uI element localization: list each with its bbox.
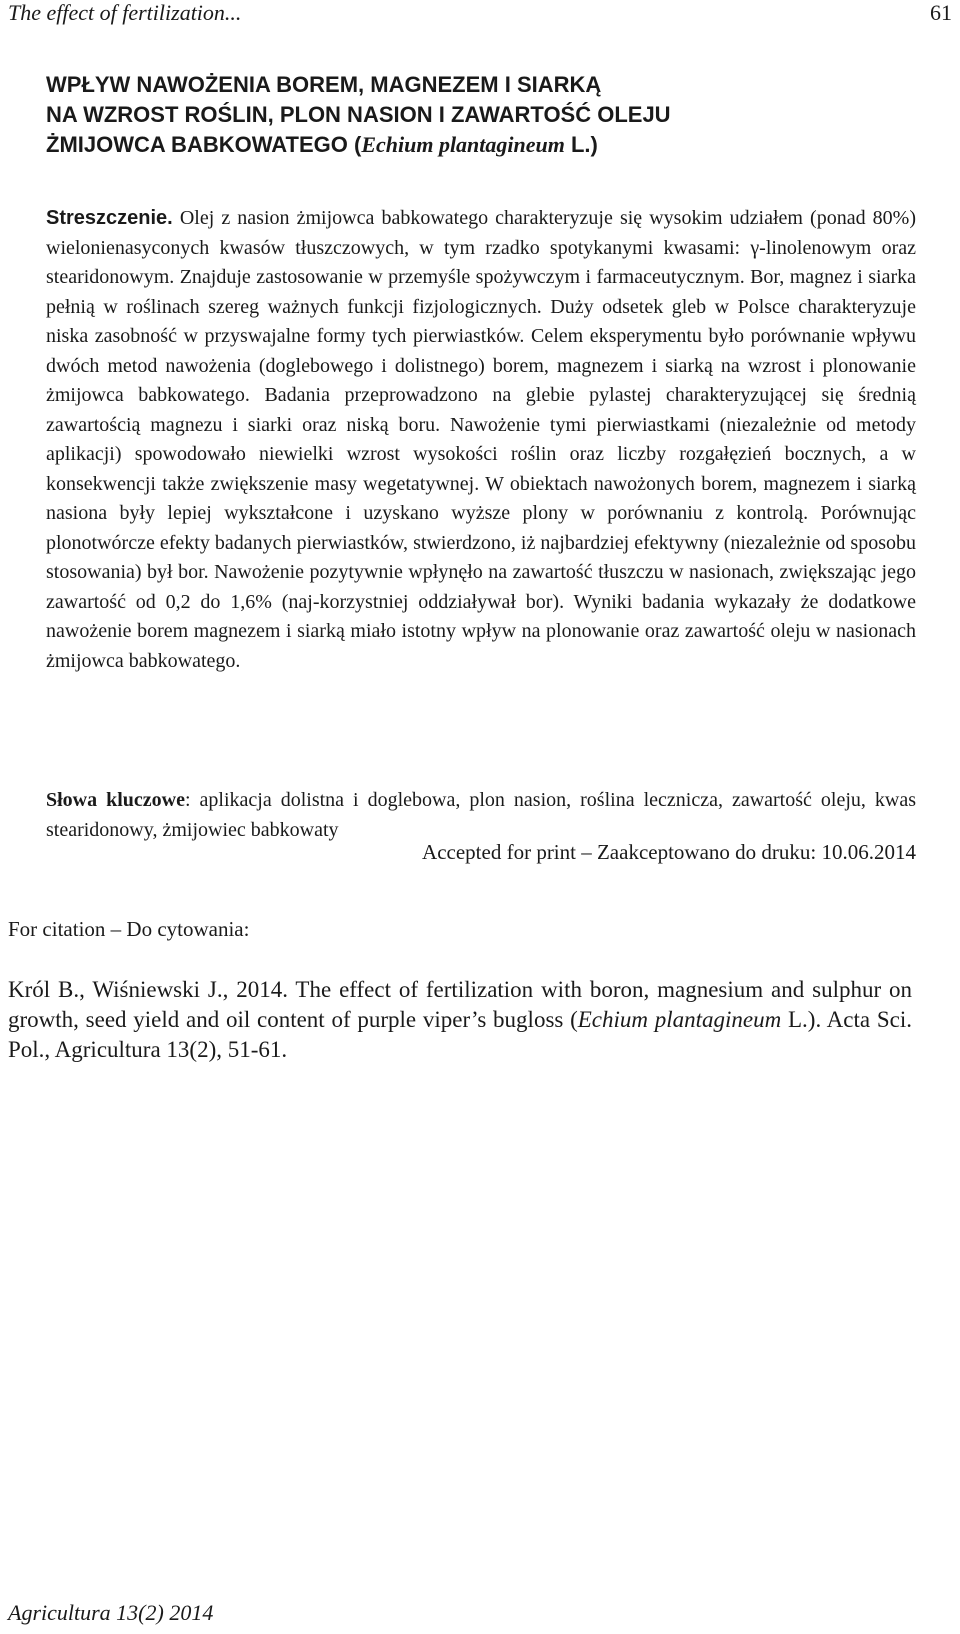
keywords [46,786,916,845]
abstract-text: Olej z nasion żmijowca babkowatego charakteryzuje się wysokim udziałem (ponad 80%) wielonienasyconych kwasów tłuszczowych, w tym rzadko spotykanymi kwasami: γ-linolenowym oraz stearidonowym. Znajduje zastosowanie w przemyśle spożywczym i farmaceutycznym. Bor, magnez i siarka pełnią w roślinach szereg ważnych funkcji fizjologicznych. Duży odsetek gleb w Polsce charakteryzuje niska zasobność w przyswajalne formy tych pierwiastków. Celem eksperymentu było porównanie wpływu dwóch metod nawożenia (doglebowego i dolistnego) borem, magnezem i siarką na wzrost i plonowanie żmijowca babkowatego. Badania przeprowadzono na glebie pylastej charakteryzującej się średnią zawartością magnezu i siarki oraz niską boru. Nawożenie tymi pierwiastkami (niezależnie od metody aplikacji) spowodowało niewielki wzrost wysokości roślin oraz liczby rozgałęzień bocznych, a w konsekwencji także zwiększenie masy wegetatywnej. W obiektach nawożonych borem, magnezem i siarką nasiona były lepiej wykształcone i uzyskano wyższe plony w porównaniu z kontrolą. Porównując plonotwórcze efekty badanych pierwiastków, stwierdzono, iż najbardziej efektywny (niezależnie od sposobu stosowania) był bor. Nawożenie pozytywnie wpłynęło na zawartość tłuszczu w nasionach, zwiększając jego zawartość od 0,2 do 1,6% (naj-korzystniej oddziaływał bor). Wyniki badania wykazały że dodatkowe nawożenie borem magnezem i siarką miało istotny wpływ na plonowanie oraz zawartość oleju w nasionach żmijowca babkowatego. [46,207,916,672]
accepted-date: Accepted for print – Zaakceptowano do druku: 10.06.2014 [422,840,916,864]
article-title-line-3-suffix: L.) [564,132,598,157]
running-footer: Agricultura 13(2) 2014 [8,1600,214,1625]
citation [8,975,912,1065]
citation-text-after: L.). Acta Sci. Pol., Agricultura 13(2), 51-61. [8,1007,912,1062]
keywords-label: Słowa kluczowe [46,789,185,811]
article-title-species: Echium plantagineum [361,132,565,157]
citation-label: For citation – Do cytowania: [8,917,250,941]
article-title-line-3 [46,130,916,160]
citation-text-before: Król B., Wiśniewski J., 2014. The effect of fertilization with boron, magnesium and sulphur on growth, seed yield and oil content of purple viper’s bugloss ( [8,977,912,1032]
abstract-label: Streszczenie. [46,207,173,229]
citation-species: Echium plantagineum [577,1007,782,1032]
keywords-text: : aplikacja dolistna i doglebowa, plon nasion, roślina lecznicza, zawartość oleju, kwas stearidonowy, żmijowiec babkowaty [46,789,916,841]
article-title [46,70,916,160]
running-header-title: The effect of fertilization... [8,0,242,25]
abstract [46,204,916,676]
article-title-line-3-prefix: ŻMIJOWCA BABKOWATEGO ( [46,132,362,157]
article-title-line-2: NA WZROST ROŚLIN, PLON NASION I ZAWARTOŚĆ OLEJU [46,102,671,127]
article-title-line-1: WPŁYW NAWOŻENIA BOREM, MAGNEZEM I SIARKĄ [46,72,602,97]
running-header [0,0,960,30]
page-number: 61 [930,0,952,25]
